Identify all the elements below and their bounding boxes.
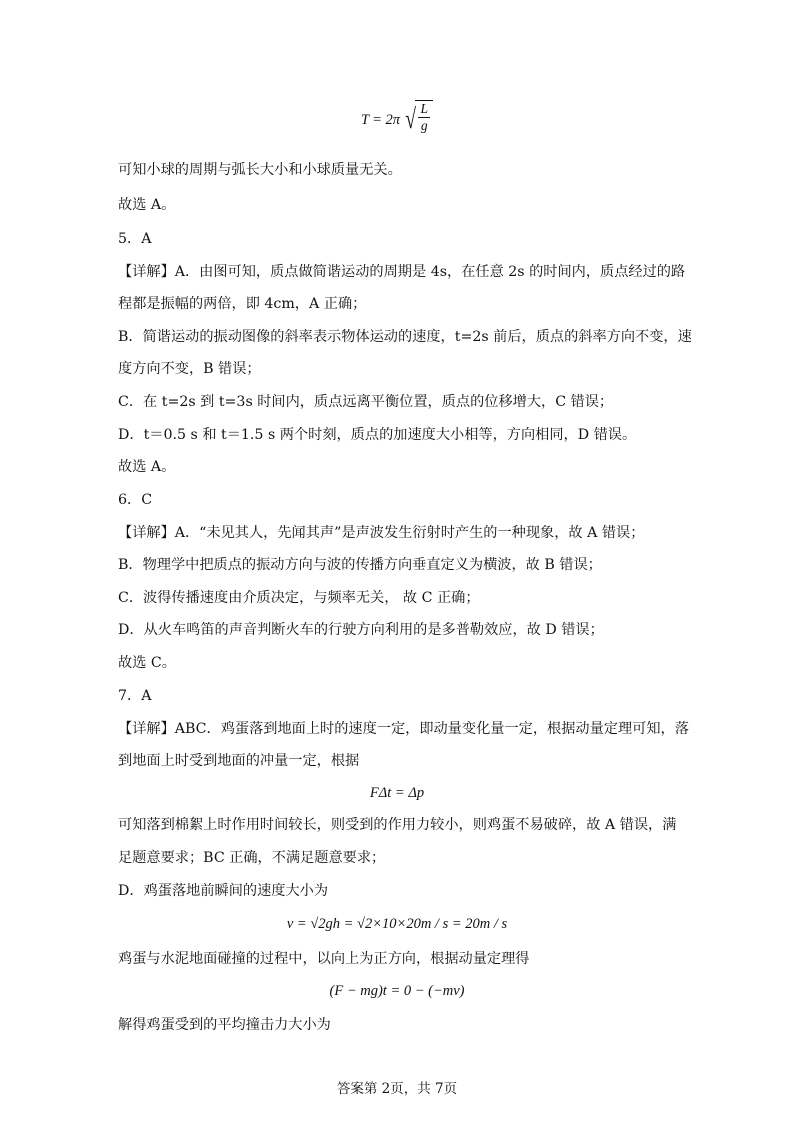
text-line: C．在 t=2s 到 t=3s 时间内，质点远离平衡位置，质点的位移增大，C 错误； <box>118 394 614 410</box>
fraction <box>415 100 433 140</box>
impulse-formula: FΔt = Δp <box>369 785 425 801</box>
question-number: 7．A <box>118 688 152 704</box>
text-line: 故选 A。 <box>118 197 176 213</box>
text-line: D．t＝0.5 s 和 t＝1.5 s 两个时刻，质点的加速度大小相等，方向相同，D 错误。 <box>118 427 637 443</box>
velocity-formula: v = √2gh = √2×10×20m / s = 20m / s <box>286 916 508 932</box>
text-line: 可知小球的周期与弧长大小和小球质量无关。 <box>118 162 402 178</box>
text-line: C．波得传播速度由介质决定，与频率无关， 故 C 正确； <box>118 590 480 606</box>
text-line: 【详解】A．“未见其人，先闻其声”是声波发生衍射时产生的一种现象，故 A 错误； <box>118 525 645 541</box>
radical-sign-icon: √ <box>405 104 417 135</box>
text-line: 解得鸡蛋受到的平均撞击力大小为 <box>118 1017 331 1033</box>
momentum-formula: (F − mg)t = 0 − (−mv) <box>329 983 465 999</box>
text-line: 鸡蛋与水泥地面碰撞的过程中，以向上为正方向，根据动量定理得 <box>118 951 530 967</box>
text-line: 故选 A。 <box>118 459 176 475</box>
text-line: 度方向不变，B 错误； <box>118 361 261 377</box>
text-line: 足题意要求；BC 正确，不满足题意要求； <box>118 850 386 866</box>
fraction-denominator: g <box>420 118 428 133</box>
page-footer: 答案第 2页，共 7页 <box>336 1081 458 1097</box>
text-line: 【详解】A．由图可知，质点做简谐运动的周期是 4s，在任意 2s 的时间内，质点经过的路 <box>118 264 686 280</box>
text-line: B．简谐运动的振动图像的斜率表示物体运动的速度，t=2s 前后，质点的斜率方向不变，速 <box>118 329 692 345</box>
text-line: 可知落到棉絮上时作用时间较长，则受到的作用力较小，则鸡蛋不易破碎，故 A 错误，满 <box>118 817 677 833</box>
pendulum-period-formula <box>0 100 794 150</box>
formula-equals: = 2π <box>372 111 401 128</box>
text-line: B．物理学中把质点的振动方向与波的传播方向垂直定义为横波，故 B 错误； <box>118 557 602 573</box>
text-line: D．从火车鸣笛的声音判断火车的行驶方向利用的是多普勒效应，故 D 错误； <box>118 622 604 638</box>
question-number: 6．C <box>118 492 153 508</box>
text-line: D．鸡蛋落地前瞬间的速度大小为 <box>118 883 329 899</box>
square-root <box>403 100 433 140</box>
text-line: 故选 C。 <box>118 655 176 671</box>
fraction-numerator: L <box>420 101 428 116</box>
formula-lhs: T <box>361 111 370 128</box>
text-line: 【详解】ABC．鸡蛋落到地面上时的速度一定，即动量变化量一定，根据动量定理可知，落 <box>118 721 689 737</box>
question-number: 5．A <box>118 231 152 247</box>
text-line: 到地面上时受到地面的冲量一定，根据 <box>118 753 360 769</box>
text-line: 程都是振幅的两倍，即 4cm，A 正确； <box>118 296 367 312</box>
